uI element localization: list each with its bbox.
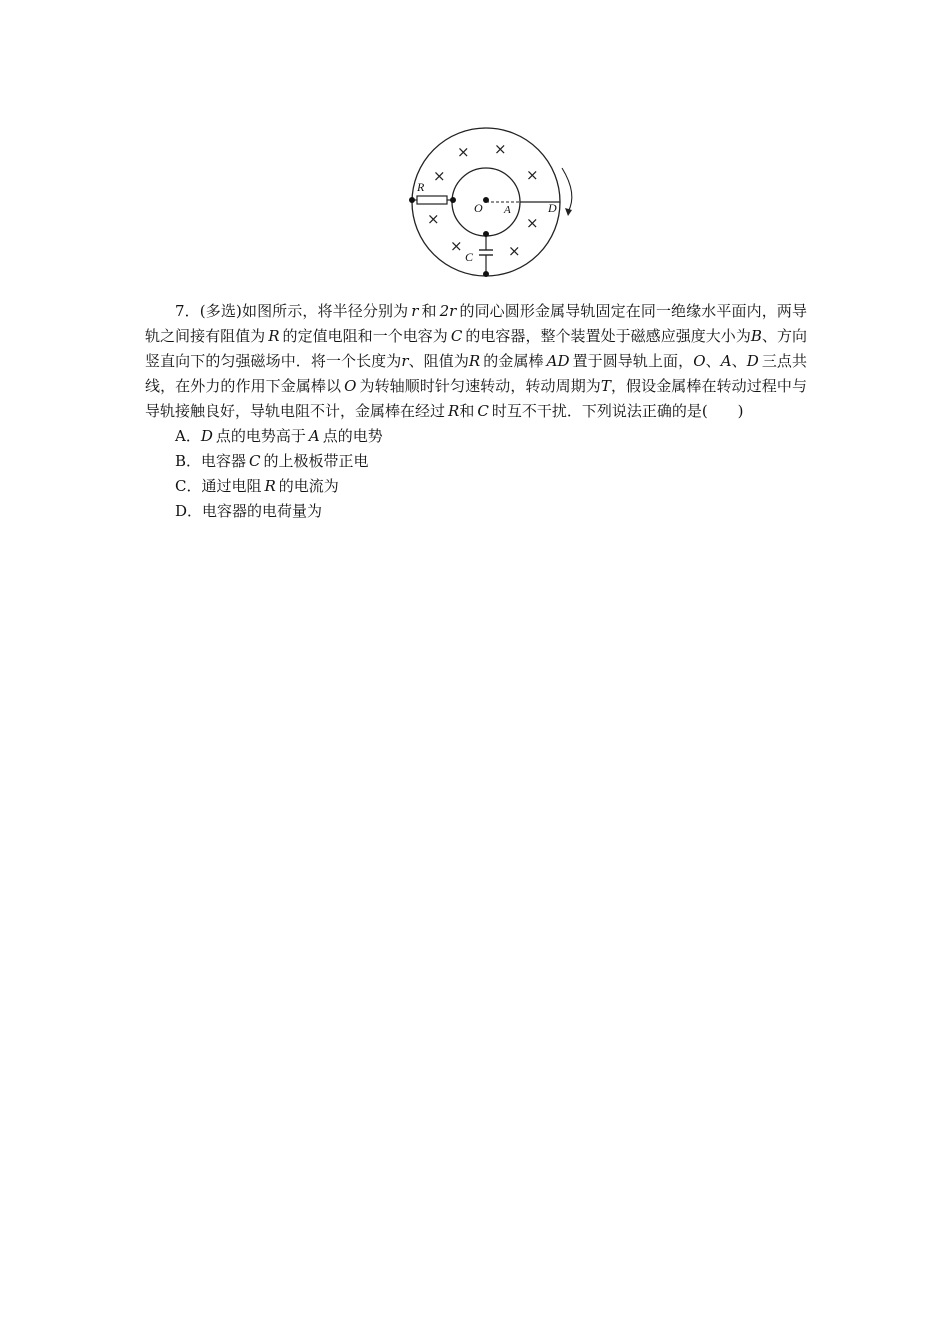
- option-text: 点的电势: [322, 427, 383, 445]
- stem-text: 时互不干扰．下列说法正确的是( ): [491, 402, 744, 420]
- question-block: [145, 299, 807, 524]
- stem-var: r: [411, 302, 419, 320]
- option-text: 电容器的电荷量为: [202, 502, 323, 520]
- question-stem: [145, 299, 807, 424]
- option-var: D: [200, 427, 213, 445]
- option-var: R: [264, 477, 276, 495]
- circuit-figure: [396, 116, 596, 286]
- option-text: 电容器: [201, 452, 247, 470]
- stem-text: 、: [731, 352, 747, 370]
- field-cross-icon: ×: [450, 237, 463, 255]
- field-cross-icon: ×: [433, 167, 446, 185]
- option-letter: B．: [175, 452, 202, 470]
- option-letter: A．: [175, 427, 201, 445]
- rotation-arc: [562, 168, 572, 212]
- stem-text: 的电容器，整个装置处于磁感应强度大小为: [465, 327, 751, 345]
- stem-text: ，假设金属棒在转动过程中与导轨接触良好，导轨电阻不计，金属棒在经过: [145, 377, 807, 420]
- field-cross-icon: ×: [427, 210, 440, 228]
- field-cross-icon: ×: [494, 140, 507, 158]
- option-letter: D．: [175, 502, 203, 520]
- stem-text: 如图所示，将半径分别为: [241, 302, 409, 320]
- stem-var: A: [720, 352, 732, 370]
- field-cross-icon: ×: [526, 166, 539, 184]
- stem-var: R: [268, 327, 280, 345]
- field-cross-icon: ×: [508, 242, 521, 260]
- clockwise-arrow-icon: [565, 208, 572, 216]
- stem-var: C: [477, 402, 489, 420]
- stem-text: 和: [421, 302, 437, 320]
- option-c[interactable]: [145, 474, 807, 499]
- stem-text: 置于圆导轨上面，: [572, 352, 694, 370]
- stem-text: 、方向竖直向下的匀强磁场中．将一个长度为: [145, 327, 807, 370]
- label-r: R: [417, 180, 425, 194]
- label-d: D: [548, 201, 557, 215]
- resistor: [417, 196, 447, 204]
- stem-var: T: [600, 377, 611, 395]
- option-text: 的上极板带正电: [263, 452, 369, 470]
- center-point-o: [483, 197, 489, 203]
- stem-var: R: [448, 402, 460, 420]
- label-c: C: [465, 250, 474, 264]
- option-var: A: [308, 427, 320, 445]
- option-text: 点的电势高于: [215, 427, 306, 445]
- stem-text: 的金属棒: [483, 352, 544, 370]
- field-cross-icon: ×: [457, 143, 470, 161]
- stem-var: r: [401, 352, 409, 370]
- stem-text: 和: [459, 402, 475, 420]
- question-tag: (多选): [199, 302, 242, 320]
- capacitor-node-outer: [483, 271, 489, 277]
- stem-var: R: [468, 352, 481, 370]
- stem-var: B: [750, 327, 762, 345]
- label-a: A: [504, 204, 511, 216]
- option-text: 通过电阻: [201, 477, 262, 495]
- label-o: O: [474, 201, 483, 215]
- option-text: 的电流为: [278, 477, 339, 495]
- stem-var: O: [693, 352, 706, 370]
- option-var: C: [249, 452, 261, 470]
- option-d[interactable]: [145, 499, 807, 524]
- concentric-rails-diagram: [396, 116, 596, 286]
- resistor-node-inner: [450, 197, 456, 203]
- question-number: 7．: [175, 302, 200, 320]
- stem-text: 为转轴顺时针匀速转动，转动周期为: [359, 377, 601, 395]
- resistor-node-outer: [409, 197, 415, 203]
- stem-var: O: [344, 377, 357, 395]
- stem-var: C: [450, 327, 463, 345]
- answer-options: [145, 424, 807, 524]
- stem-text: 、阻值为: [408, 352, 469, 370]
- field-cross-icon: ×: [526, 214, 539, 232]
- stem-text: 、: [705, 352, 721, 370]
- option-a[interactable]: [145, 424, 807, 449]
- stem-var: 2r: [439, 302, 457, 320]
- stem-text: 三点共线，在外力的作用下金属棒以: [145, 352, 807, 395]
- stem-var: AD: [546, 352, 570, 370]
- stem-var: D: [746, 352, 759, 370]
- capacitor-node-inner: [483, 231, 489, 237]
- stem-text: 的定值电阻和一个电容为: [282, 327, 448, 345]
- option-b[interactable]: [145, 449, 807, 474]
- stem-text: 的同心圆形金属导轨固定在同一绝缘水平面内，两导轨之间接有阻值为: [145, 302, 807, 345]
- option-letter: C．: [175, 477, 202, 495]
